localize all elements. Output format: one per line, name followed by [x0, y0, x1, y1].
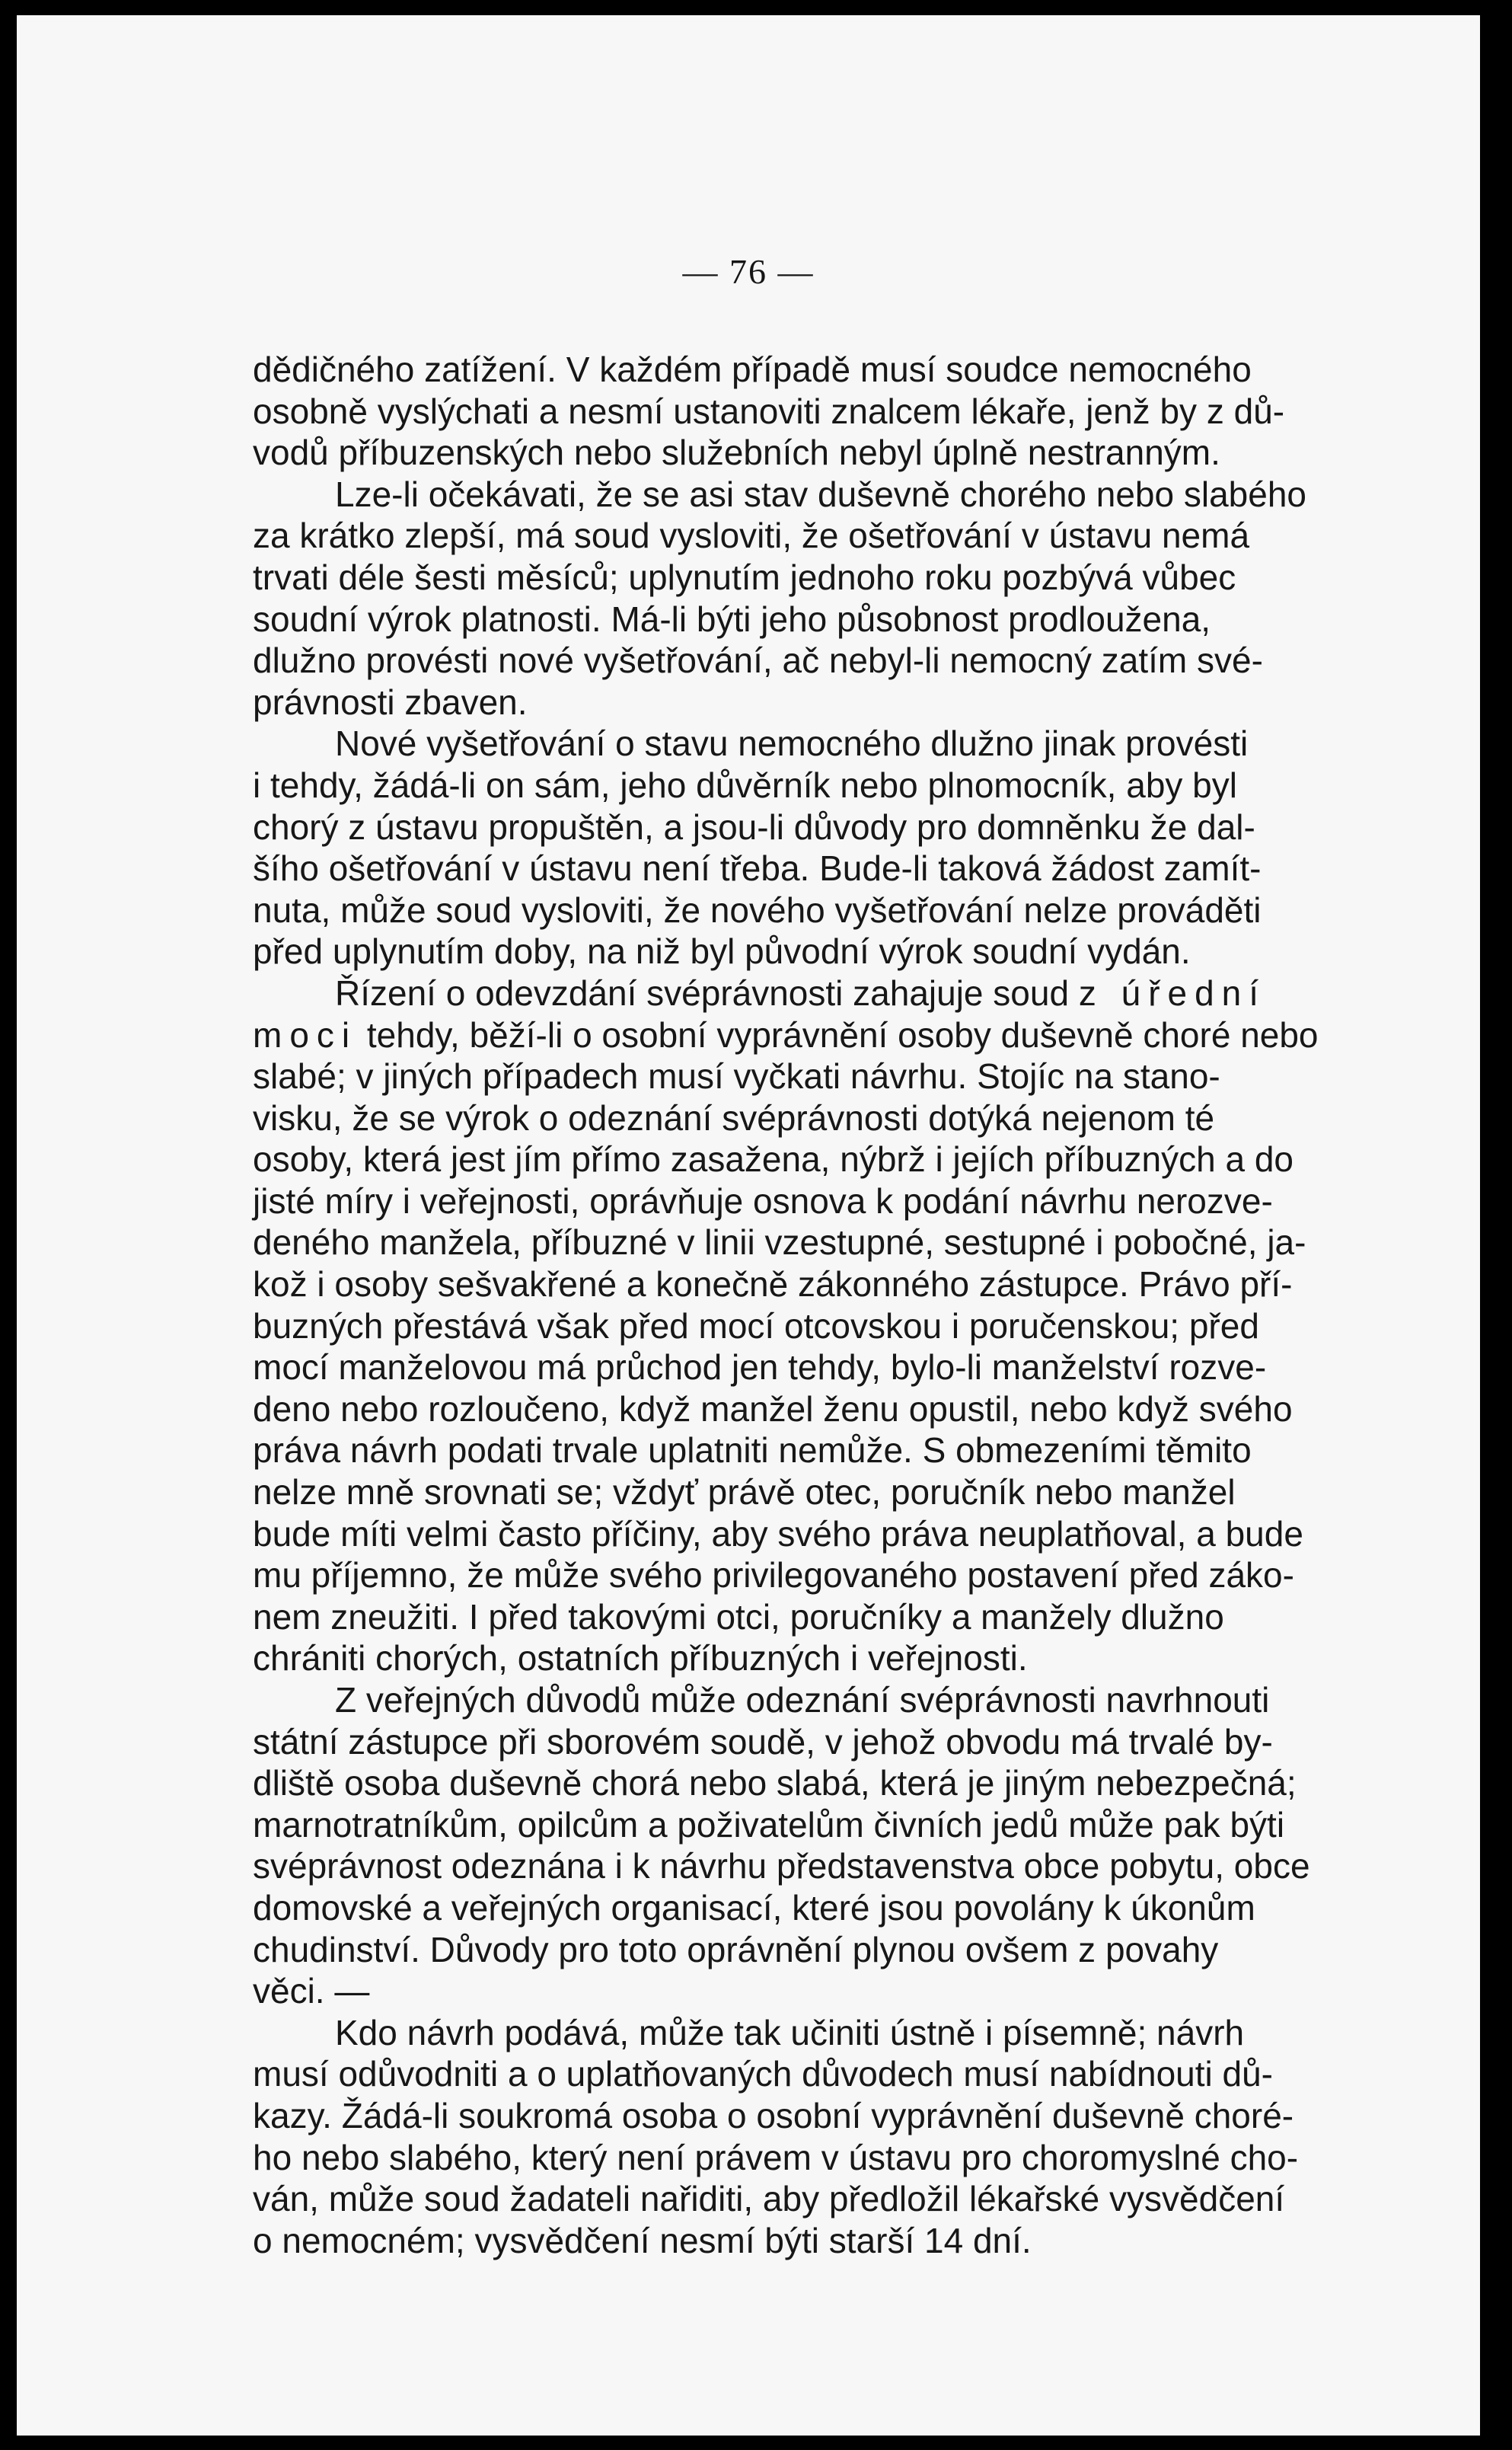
text-line: Lze-li očekávati, že se asi stav duševně chorého nebo slabého [335, 474, 1307, 514]
text-line [253, 973, 1410, 1014]
text-run: tehdy, běží-li o osobní vyprávnění osoby duševně choré nebo [357, 1014, 1319, 1055]
paragraph-1 [253, 349, 1410, 474]
paragraph-2 [253, 474, 1410, 724]
emphasized-phrase: moci [253, 1014, 358, 1055]
text-line: Z veřejných důvodů může odeznání svéprávnosti navrhnouti [335, 1680, 1270, 1720]
text-line: ván, může soud žadateli nařiditi, aby předložil lékařské vysvědčení [253, 2179, 1285, 2219]
text-line: před uplynutím doby, na niž byl původní výrok soudní vydán. [253, 931, 1191, 972]
text-run: Řízení o odevzdání svéprávnosti zahajuje soud [335, 973, 1070, 1013]
paragraph-3 [253, 723, 1410, 973]
text-line: nem zneužiti. I před takovými otci, poručníky a manžely dlužno [253, 1596, 1224, 1637]
text-line: Kdo návrh podává, může tak učiniti ústně i písemně; návrh [335, 2012, 1245, 2052]
text-line: soudní výrok platnosti. Má-li býti jeho působnost prodloužena, [253, 599, 1211, 639]
text-line: právnosti zbaven. [253, 682, 528, 722]
text-line: chrániti chorých, ostatních příbuzných i veřejnosti. [253, 1638, 1028, 1679]
paragraph-6 [253, 2012, 1410, 2262]
text-line: státní zástupce při sborovém soudě, v jehož obvodu má trvalé by- [253, 1721, 1273, 1762]
text-line: dědičného zatížení. V každém případě musí soudce nemocného [253, 350, 1252, 389]
text-line: mocí manželovou má průchod jen tehdy, bylo-li manželství rozve- [253, 1347, 1267, 1388]
text-line: osobně vyslýchati a nesmí ustanoviti znalcem lékaře, jenž by z dů- [253, 391, 1285, 431]
text-line: ho nebo slabého, který není právem v ústavu pro choromyslné cho- [253, 2137, 1299, 2177]
book-page [17, 15, 1480, 2436]
text-line: i tehdy, žádá-li on sám, jeho důvěrník nebo plnomocník, aby byl [253, 765, 1237, 805]
text-line: práva návrh podati trvale uplatniti nemůže. S obmezeními těmito [253, 1430, 1252, 1471]
text-line: Nové vyšetřování o stavu nemocného dlužno jinak provésti [335, 724, 1249, 764]
text-line: slabé; v jiných případech musí vyčkati návrhu. Stojíc na stano- [253, 1056, 1220, 1097]
paragraph-4 [253, 973, 1410, 1679]
text-line: kož i osoby sešvakřené a konečně zákonného zástupce. Právo pří- [253, 1264, 1293, 1305]
text-line: nelze mně srovnati se; vždyť právě otec, poručník nebo manžel [253, 1472, 1236, 1512]
text-line: mu příjemno, že může svého privilegovaného postavení před záko- [253, 1555, 1294, 1596]
text-line: chorý z ústavu propuštěn, a jsou-li důvody pro domněnku že dal- [253, 807, 1255, 847]
text-line: buzných přestává však před mocí otcovskou i poručenskou; před [253, 1305, 1259, 1346]
text-line: visku, že se výrok o odeznání svéprávnosti dotýká nejenom té [253, 1097, 1215, 1138]
text-line: svéprávnost odeznána i k návrhu představenstva obce pobytu, obce [253, 1846, 1310, 1886]
text-line: marnotratníkům, opilcům a poživatelům čivních jedů může pak býti [253, 1804, 1285, 1845]
body-text [253, 349, 1410, 2261]
text-line: domovské a veřejných organisací, které jsou povolány k úkonům [253, 1887, 1255, 1928]
text-line: kazy. Žádá-li soukromá osoba o osobní vyprávnění duševně choré- [253, 2095, 1294, 2135]
text-line: osoby, která jest jím přímo zasažena, nýbrž i jejích příbuzných a do [253, 1139, 1293, 1180]
text-line: chudinství. Důvody pro toto oprávnění plynou ovšem z povahy [253, 1929, 1219, 1969]
text-line: deného manžela, příbuzné v linii vzestupné, sestupné i pobočné, ja- [253, 1222, 1306, 1263]
text-line: bude míti velmi často příčiny, aby svého práva neuplatňoval, a bude [253, 1513, 1303, 1554]
text-line [253, 1014, 1410, 1056]
page-number: — 76 — [682, 252, 815, 291]
text-line: deno nebo rozloučeno, když manžel ženu opustil, nebo když svého [253, 1388, 1293, 1429]
text-line: dliště osoba duševně chorá nebo slabá, která je jiným nebezpečná; [253, 1763, 1297, 1803]
text-line: jisté míry i veřejnosti, oprávňuje osnova k podání návrhu nerozve- [253, 1180, 1273, 1221]
text-line: musí odůvodniti a o uplatňovaných důvodech musí nabídnouti dů- [253, 2054, 1273, 2094]
text-line: o nemocném; vysvědčení nesmí býti starší 14 dní. [253, 2220, 1032, 2260]
text-line: trvati déle šesti měsíců; uplynutím jednoho roku pozbývá vůbec [253, 557, 1236, 597]
text-line: šího ošetřování v ústavu není třeba. Bude-li taková žádost zamít- [253, 848, 1262, 889]
paragraph-5 [253, 1679, 1410, 2012]
text-line: nuta, může soud vysloviti, že nového vyšetřování nelze prováděti [253, 890, 1262, 930]
text-line: dlužno provésti nové vyšetřování, ač nebyl-li nemocný zatím své- [253, 640, 1263, 681]
text-line: vodů příbuzenských nebo služebních nebyl úplně nestranným. [253, 433, 1220, 473]
text-line: věci. — [253, 1971, 370, 2011]
emphasized-phrase: z úřední [1078, 973, 1267, 1013]
text-line: za krátko zlepší, má soud vysloviti, že ošetřování v ústavu nemá [253, 516, 1250, 556]
